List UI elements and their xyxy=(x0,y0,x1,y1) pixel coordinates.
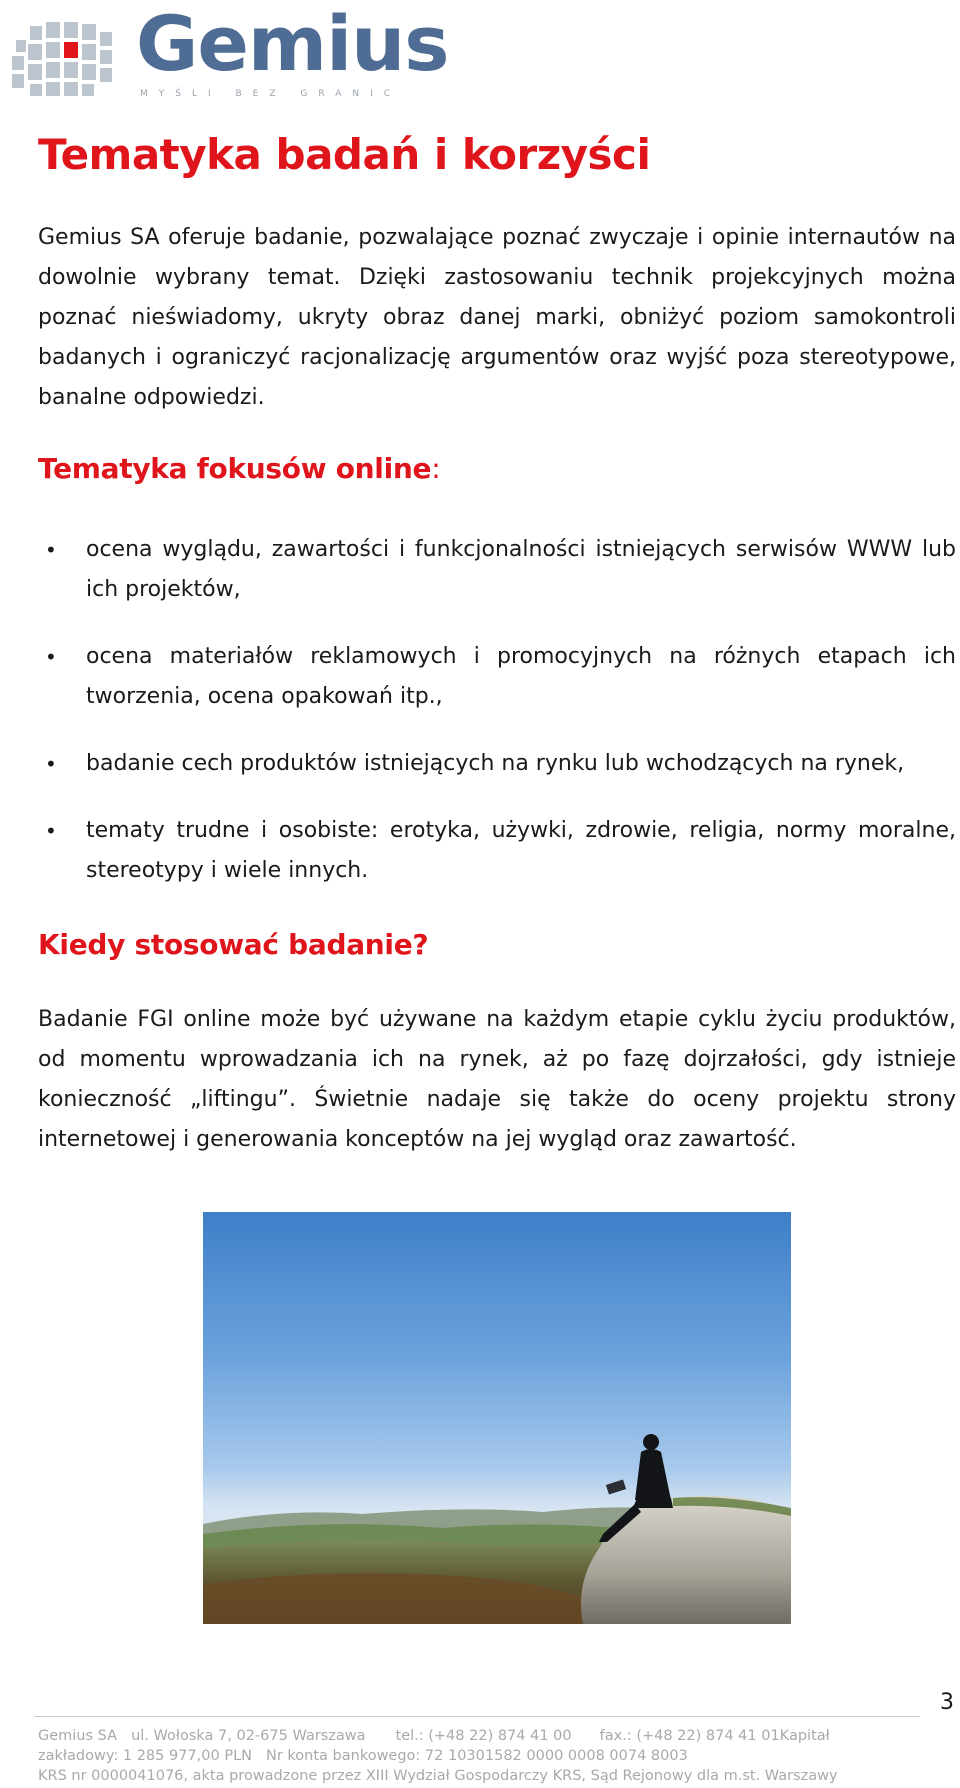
logo-wordmark: Gemius xyxy=(136,0,449,88)
list-item-text: tematy trudne i osobiste: erotyka, używki, zdrowie, religia, normy moralne, stereotypy i wiele innych. xyxy=(86,818,956,883)
topics-list xyxy=(38,530,956,918)
bullet-icon: • xyxy=(45,819,57,843)
footer-capital: zakładowy: 1 285 977,00 PLN xyxy=(38,1748,252,1764)
footer-line-1 xyxy=(38,1726,938,1746)
topics-heading xyxy=(38,452,440,486)
footer-fax: fax.: (+48 22) 874 41 01Kapitał xyxy=(599,1728,830,1744)
footer-address: ul. Wołoska 7, 02-675 Warszawa xyxy=(131,1728,366,1744)
logo-tagline: MYŚLI BEZ GRANIC xyxy=(140,89,402,99)
footer-phone: tel.: (+48 22) 874 41 00 xyxy=(395,1728,572,1744)
footer-account: Nr konta bankowego: 72 10301582 0000 0008 0074 8003 xyxy=(266,1748,688,1764)
page-title: Tematyka badań i korzyści xyxy=(38,130,651,179)
topics-heading-colon: : xyxy=(431,452,441,485)
topics-heading-text: Tematyka fokusów online xyxy=(38,452,432,485)
landscape-illustration xyxy=(203,1212,791,1624)
list-item xyxy=(38,744,956,784)
list-item xyxy=(38,811,956,891)
logo-tiles-icon xyxy=(8,18,128,104)
list-item xyxy=(38,637,956,717)
page-number: 3 xyxy=(940,1690,954,1715)
list-item xyxy=(38,530,956,610)
bullet-icon: • xyxy=(45,538,57,562)
footer-line-2 xyxy=(38,1746,938,1766)
footer-line-3: KRS nr 0000041076, akta prowadzone przez XIII Wydział Gospodarczy KRS, Sąd Rejonowy dla m.st. Warszawy xyxy=(38,1768,838,1784)
intro-paragraph: Gemius SA oferuje badanie, pozwalające poznać zwyczaje i opinie internautów na dowolnie wybrany temat. Dzięki zastosowaniu technik projekcyjnych można poznać nieświadomy, ukryty obraz danej marki, obniżyć poziom samokontroli badanych i ograniczyć racjonalizację argumentów oraz wyjść poza stereotypowe, banalne odpowiedzi. xyxy=(38,225,956,410)
bullet-icon: • xyxy=(45,752,57,776)
list-item-text: ocena materiałów reklamowych i promocyjnych na różnych etapach ich tworzenia, ocena opakowań itp., xyxy=(86,644,956,709)
when-paragraph: Badanie FGI online może być używane na każdym etapie cyklu życiu produktów, od momentu wprowadzania ich na rynek, aż po fazę dojrzałości, gdy istnieje konieczność „liftingu”. Świetnie nadaje się także do oceny projektu strony internetowej i generowania konceptów na jej wygląd oraz zawartość. xyxy=(38,1007,956,1152)
gemius-logo xyxy=(8,0,449,104)
list-item-text: ocena wyglądu, zawartości i funkcjonalności istniejących serwisów WWW lub ich projektów, xyxy=(86,537,956,602)
footer-company: Gemius SA xyxy=(38,1728,118,1744)
footer-divider xyxy=(34,1716,920,1717)
bullet-icon: • xyxy=(45,645,57,669)
when-heading: Kiedy stosować badanie? xyxy=(38,928,429,961)
list-item-text: badanie cech produktów istniejących na rynku lub wchodzących na rynek, xyxy=(86,751,905,776)
landscape-photo xyxy=(203,1212,791,1624)
footer xyxy=(38,1726,938,1786)
